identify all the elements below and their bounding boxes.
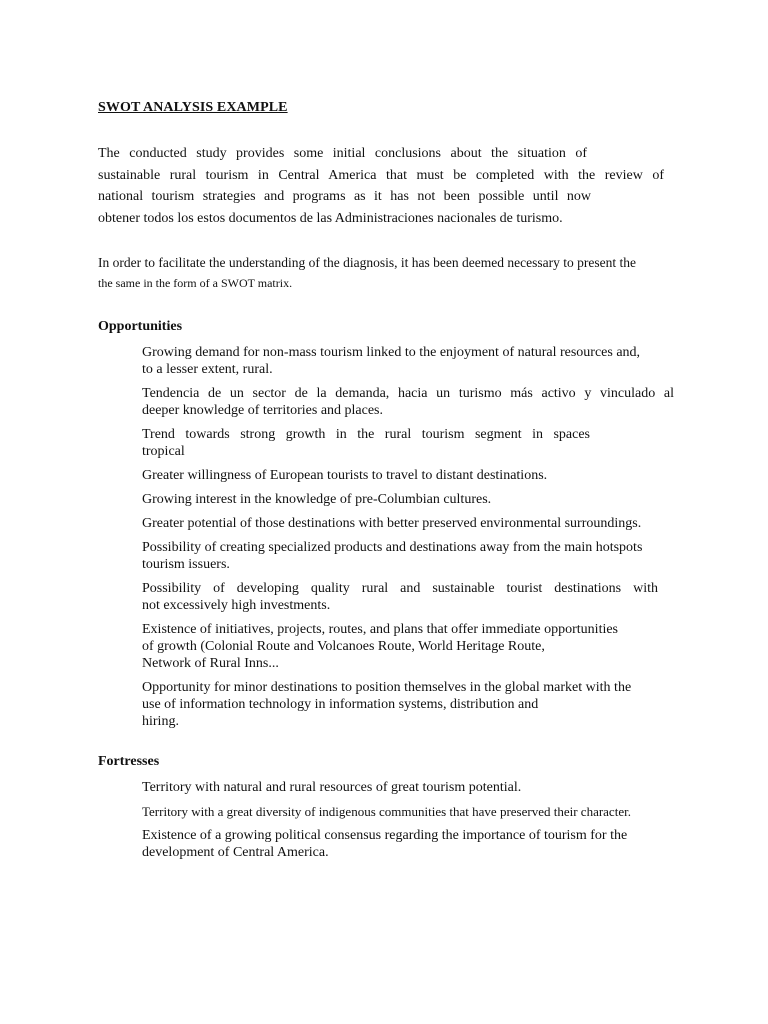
list-item-line: use of information technology in information systems, distribution and	[142, 697, 539, 712]
list-item-line: Greater willingness of European tourists to travel to distant destinations.	[142, 468, 548, 483]
intro-line: The conducted study provides some initial conclusions about the situation of	[98, 146, 587, 161]
intro-line: national tourism strategies and programs as it has not been possible until now	[98, 189, 591, 204]
list-item-line: not excessively high investments.	[142, 598, 331, 613]
list-item-line: Growing interest in the knowledge of pre-Columbian cultures.	[142, 492, 492, 507]
list-item	[142, 467, 674, 484]
list-item	[142, 426, 674, 460]
list-item-line: Trend towards strong growth in the rural tourism segment in spaces	[142, 427, 590, 442]
opportunities-heading: Opportunities	[98, 319, 183, 334]
matrix-note-line: In order to facilitate the understanding of the diagnosis, it has been deemed necessary to present the	[98, 255, 636, 270]
list-item-line: Network of Rural Inns...	[142, 656, 279, 671]
list-item-line: Territory with a great diversity of indigenous communities that have preserved their character.	[142, 804, 631, 819]
list-item	[142, 580, 674, 614]
list-item-line: to a lesser extent, rural.	[142, 362, 273, 377]
list-item	[142, 779, 674, 796]
list-item-line: of growth (Colonial Route and Volcanoes Route, World Heritage Route,	[142, 639, 545, 654]
list-item	[142, 539, 674, 573]
list-item-line: tourism issuers.	[142, 557, 230, 572]
matrix-note-paragraph	[98, 252, 684, 293]
list-item-line: Possibility of developing quality rural and sustainable tourist destinations with	[142, 581, 658, 596]
list-item	[142, 621, 674, 672]
list-item-line: Existence of a growing political consensus regarding the importance of tourism for the	[142, 828, 628, 843]
list-item-line: Possibility of creating specialized products and destinations away from the main hotspots	[142, 540, 643, 555]
list-item-line: Greater potential of those destinations with better preserved environmental surroundings.	[142, 516, 642, 531]
list-item	[142, 827, 674, 861]
fortresses-heading: Fortresses	[98, 754, 160, 769]
matrix-note-line: the same in the form of a SWOT matrix.	[98, 276, 293, 290]
opportunities-list	[142, 344, 674, 737]
fortresses-list	[142, 779, 674, 868]
list-item	[142, 803, 674, 820]
document-title: SWOT ANALYSIS EXAMPLE	[98, 100, 288, 115]
intro-line: obtener todos los estos documentos de las Administraciones nacionales de turismo.	[98, 210, 563, 226]
list-item-line: Existence of initiatives, projects, routes, and plans that offer immediate opportunities	[142, 622, 619, 637]
intro-line: sustainable rural tourism in Central America that must be completed with the review of	[98, 167, 664, 183]
list-item-line: Territory with natural and rural resources of great tourism potential.	[142, 780, 522, 795]
list-item-line: hiring.	[142, 714, 179, 729]
list-item	[142, 344, 674, 378]
list-item	[142, 385, 674, 419]
list-item	[142, 679, 674, 730]
list-item-line: deeper knowledge of territories and places.	[142, 403, 384, 418]
list-item	[142, 491, 674, 508]
list-item	[142, 515, 674, 532]
list-item-line: tropical	[142, 444, 185, 459]
list-item-line: Opportunity for minor destinations to position themselves in the global market with the	[142, 680, 632, 695]
list-item-line: development of Central America.	[142, 845, 329, 860]
list-item-line: Tendencia de un sector de la demanda, hacia un turismo más activo y vinculado al	[142, 386, 674, 401]
intro-paragraph	[98, 143, 664, 229]
list-item-line: Growing demand for non-mass tourism linked to the enjoyment of natural resources and,	[142, 345, 641, 360]
